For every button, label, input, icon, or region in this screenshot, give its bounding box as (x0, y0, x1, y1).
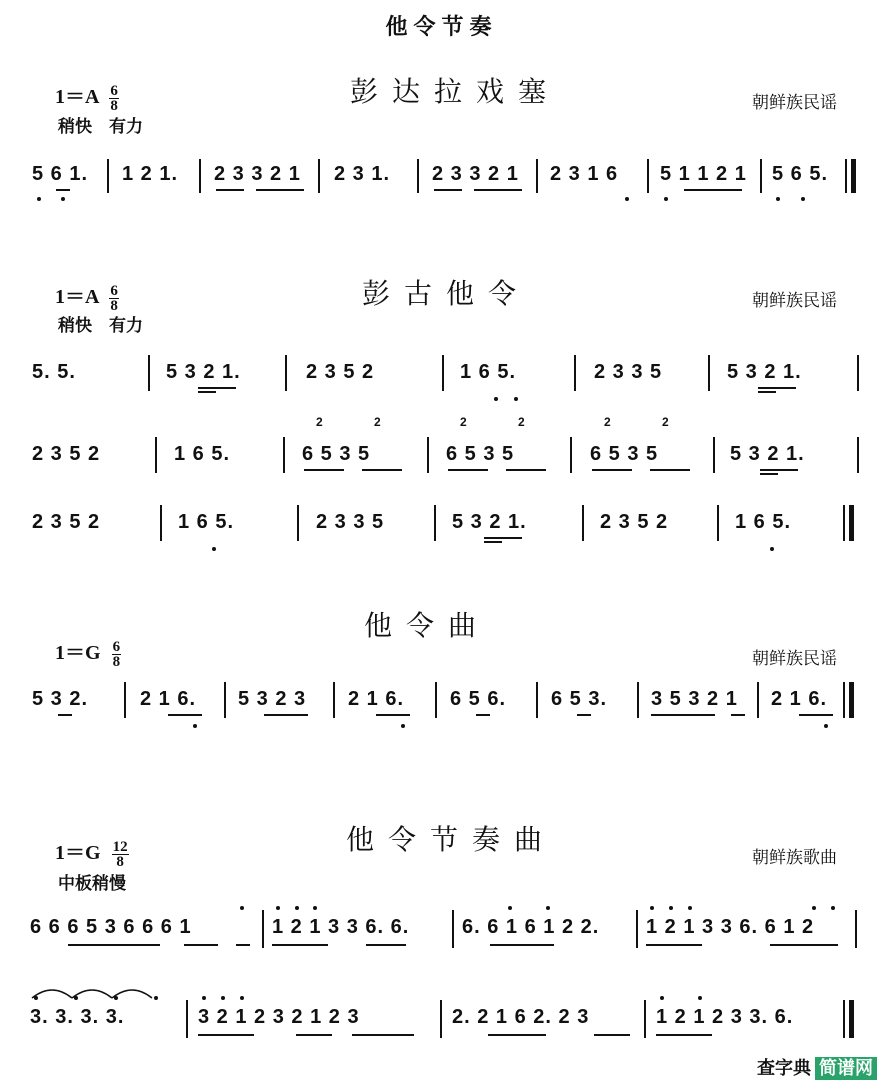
staff-line-2-3 (0, 505, 883, 565)
measure: 5 3 2. (32, 688, 89, 710)
high-octave-dot (276, 906, 280, 910)
barline (536, 682, 538, 718)
triplet-mark: 2 (662, 415, 670, 429)
final-barline-thin (843, 505, 845, 541)
composer-3: 朝鲜族民谣 (752, 649, 837, 669)
composer-4: 朝鲜族歌曲 (752, 848, 837, 868)
measure: 1 2 1. (122, 163, 179, 185)
song-title-3: 他令曲 (364, 609, 491, 642)
underline (216, 189, 244, 191)
measure: 5 3 2 1. (166, 361, 241, 383)
song-title-4: 他令节奏曲 (346, 823, 557, 856)
underline (684, 189, 742, 191)
final-barline-thin (845, 159, 847, 193)
underline (198, 387, 236, 389)
final-barline-thick (849, 505, 854, 541)
measure: 1 2 1 3 3 6. 6 1 2 (646, 916, 815, 938)
underline (731, 714, 745, 716)
measure: 5 3 2 1. (730, 443, 805, 465)
barline (647, 159, 649, 193)
meter-numerator: 6 (110, 282, 118, 299)
key-label: 1＝A (55, 286, 99, 308)
underline (352, 1034, 414, 1036)
underline (646, 944, 702, 946)
barline (224, 682, 226, 718)
barline (333, 682, 335, 718)
measure: 1 6 5. (178, 511, 235, 533)
barline (186, 1000, 188, 1038)
barline (155, 437, 157, 473)
measure: 2 3 3 5 (594, 361, 663, 383)
high-octave-dot (688, 906, 692, 910)
low-octave-dot (824, 724, 828, 728)
watermark-tag: 简谱网 (815, 1057, 877, 1080)
measure: 5 3 2 1. (727, 361, 802, 383)
high-octave-dot (202, 996, 206, 1000)
measure: 2. 2 1 6 2. 2 3 (452, 1006, 590, 1028)
high-octave-dot (546, 906, 550, 910)
high-octave-dot (831, 906, 835, 910)
triplet-mark: 2 (518, 415, 526, 429)
low-octave-dot (625, 197, 629, 201)
measure: 2 3 5 2 (32, 511, 101, 533)
underline (236, 944, 250, 946)
triplet-mark: 2 (374, 415, 382, 429)
time-signature (112, 840, 129, 869)
barline (708, 355, 710, 391)
final-barline-thick (851, 159, 856, 193)
song-title-2: 彭古他令 (362, 277, 531, 310)
underline (68, 944, 160, 946)
underline (758, 387, 796, 389)
underline (506, 469, 546, 471)
underline (474, 189, 522, 191)
underline (656, 1034, 712, 1036)
key-label: 1＝A (55, 86, 99, 108)
low-octave-dot (401, 724, 405, 728)
meter-denominator: 8 (112, 653, 121, 670)
meter-denominator: 8 (116, 853, 124, 870)
measure: 5 6 1. (32, 163, 89, 185)
barline (440, 1000, 442, 1038)
barline (644, 1000, 646, 1038)
barline (855, 910, 857, 948)
key-signature-4 (55, 836, 129, 869)
underline (799, 714, 833, 716)
tempo-marking-2: 稍快 有力 (58, 316, 143, 336)
measure: 6 5 3 5 (302, 443, 371, 465)
key-signature-1 (55, 80, 119, 113)
measure: 2 3 5 2 (32, 443, 101, 465)
barline (107, 159, 109, 193)
measure: 3 2 1 2 3 2 1 2 3 (198, 1006, 360, 1028)
low-octave-dot (61, 197, 65, 201)
measure: 6 5 3 5 (590, 443, 659, 465)
measure: 1 6 5. (735, 511, 792, 533)
underline (264, 714, 308, 716)
measure: 2 3 1 6 (550, 163, 619, 185)
low-octave-dot (776, 197, 780, 201)
key-signature-2 (55, 280, 119, 313)
barline (760, 159, 762, 193)
barline (713, 437, 715, 473)
final-barline-thick (849, 1000, 854, 1038)
high-octave-dot (660, 996, 664, 1000)
underline (760, 469, 798, 471)
high-octave-dot (295, 906, 299, 910)
underline (484, 537, 522, 539)
measure: 1 6 5. (460, 361, 517, 383)
underline (760, 473, 778, 475)
underline (650, 469, 690, 471)
underline (434, 189, 462, 191)
barline (636, 910, 638, 948)
barline (283, 437, 285, 473)
time-signature (109, 284, 119, 313)
meter-numerator: 6 (112, 638, 121, 655)
underline (490, 944, 554, 946)
measure: 1 6 5. (174, 443, 231, 465)
measure: 1 2 1 2 3 3. 6. (656, 1006, 794, 1028)
high-octave-dot (221, 996, 225, 1000)
low-octave-dot (193, 724, 197, 728)
measure: 5 3 2 3 (238, 688, 307, 710)
barline (148, 355, 150, 391)
measure: 2 3 5 2 (600, 511, 669, 533)
measure: 6 5 3. (551, 688, 608, 710)
underline (304, 469, 344, 471)
meter-denominator: 8 (110, 297, 118, 314)
staff-line-4-2 (0, 1000, 883, 1060)
high-octave-dot (240, 996, 244, 1000)
staff-line-3-1 (0, 682, 883, 742)
measure: 2 3 5 2 (306, 361, 375, 383)
measure: 2 3 3 5 (316, 511, 385, 533)
low-octave-dot (514, 397, 518, 401)
measure: 5 3 2 1. (452, 511, 527, 533)
low-octave-dot (212, 547, 216, 551)
measure: 5. 5. (32, 361, 76, 383)
key-label: 1＝G (55, 642, 101, 664)
measure: 2 3 3 2 1 (214, 163, 301, 185)
barline (124, 682, 126, 718)
low-octave-dot (770, 547, 774, 551)
underline (58, 714, 72, 716)
triplet-mark: 2 (460, 415, 468, 429)
underline (448, 469, 488, 471)
composer-1: 朝鲜族民谣 (752, 93, 837, 113)
measure: 2 3 3 2 1 (432, 163, 519, 185)
underline (198, 391, 216, 393)
barline (536, 159, 538, 193)
underline (651, 714, 715, 716)
underline (362, 469, 402, 471)
underline (592, 469, 632, 471)
underline (198, 1034, 254, 1036)
underline (256, 189, 304, 191)
song-title-1: 彭达拉戏塞 (350, 75, 561, 108)
tempo-marking-4: 中板稍慢 (58, 874, 126, 894)
underline (296, 1034, 332, 1036)
meter-numerator: 6 (110, 82, 118, 99)
measure: 5 1 1 2 1 (660, 163, 747, 185)
staff-line-2-1 (0, 355, 883, 415)
high-octave-dot (650, 906, 654, 910)
low-octave-dot (801, 197, 805, 201)
tie-arc (28, 982, 168, 1000)
barline (857, 355, 859, 391)
underline (272, 944, 328, 946)
time-signature (109, 84, 119, 113)
underline (758, 391, 776, 393)
final-barline-thin (843, 682, 845, 718)
measure: 3 5 3 2 1 (651, 688, 738, 710)
measure: 6 5 3 5 (446, 443, 515, 465)
barline (574, 355, 576, 391)
barline (427, 437, 429, 473)
high-octave-dot (812, 906, 816, 910)
barline (417, 159, 419, 193)
underline (594, 1034, 630, 1036)
underline (577, 714, 591, 716)
barline (570, 437, 572, 473)
watermark (757, 1054, 877, 1080)
key-label: 1＝G (55, 842, 101, 864)
high-octave-dot (240, 906, 244, 910)
barline (318, 159, 320, 193)
final-barline-thin (843, 1000, 845, 1038)
underline (184, 944, 218, 946)
barline (857, 437, 859, 473)
meter-numerator: 12 (112, 838, 128, 855)
high-octave-dot (313, 906, 317, 910)
high-octave-dot (669, 906, 673, 910)
barline (160, 505, 162, 541)
underline (168, 714, 202, 716)
measure: 6 5 6. (450, 688, 507, 710)
measure: 2 1 6. (771, 688, 828, 710)
measure: 2 1 6. (348, 688, 405, 710)
composer-2: 朝鲜族民谣 (752, 291, 837, 311)
barline (442, 355, 444, 391)
barline (199, 159, 201, 193)
high-octave-dot (698, 996, 702, 1000)
page-title: 他令节奏 (385, 14, 498, 40)
watermark-site: 查字典 (757, 1058, 811, 1079)
barline (435, 682, 437, 718)
key-signature-3 (55, 636, 121, 669)
low-octave-dot (494, 397, 498, 401)
tempo-marking-1: 稍快 有力 (58, 117, 143, 137)
low-octave-dot (664, 197, 668, 201)
measure: 3. 3. 3. 3. (30, 1006, 125, 1028)
barline (434, 505, 436, 541)
barline (637, 682, 639, 718)
low-octave-dot (37, 197, 41, 201)
barline (717, 505, 719, 541)
final-barline-thick (849, 682, 854, 718)
underline (488, 1034, 546, 1036)
underline (376, 714, 410, 716)
measure: 5 6 5. (772, 163, 829, 185)
underline (770, 944, 838, 946)
measure: 2 1 6. (140, 688, 197, 710)
underline (484, 541, 502, 543)
measure: 1 2 1 3 3 6. 6. (272, 916, 410, 938)
triplet-mark: 2 (604, 415, 612, 429)
barline (452, 910, 454, 948)
barline (757, 682, 759, 718)
staff-line-2-2 (0, 415, 883, 497)
meter-denominator: 8 (110, 97, 118, 114)
staff-line-4-1 (0, 910, 883, 970)
underline (56, 189, 70, 191)
measure: 6. 6 1 6 1 2 2. (462, 916, 600, 938)
underline (366, 944, 406, 946)
staff-line-1-1 (0, 155, 883, 215)
measure: 6 6 6 5 3 6 6 6 1 (30, 916, 192, 938)
barline (262, 910, 264, 948)
measure: 2 3 1. (334, 163, 391, 185)
time-signature (112, 640, 122, 669)
triplet-mark: 2 (316, 415, 324, 429)
high-octave-dot (508, 906, 512, 910)
barline (285, 355, 287, 391)
underline (476, 714, 490, 716)
barline (582, 505, 584, 541)
barline (297, 505, 299, 541)
